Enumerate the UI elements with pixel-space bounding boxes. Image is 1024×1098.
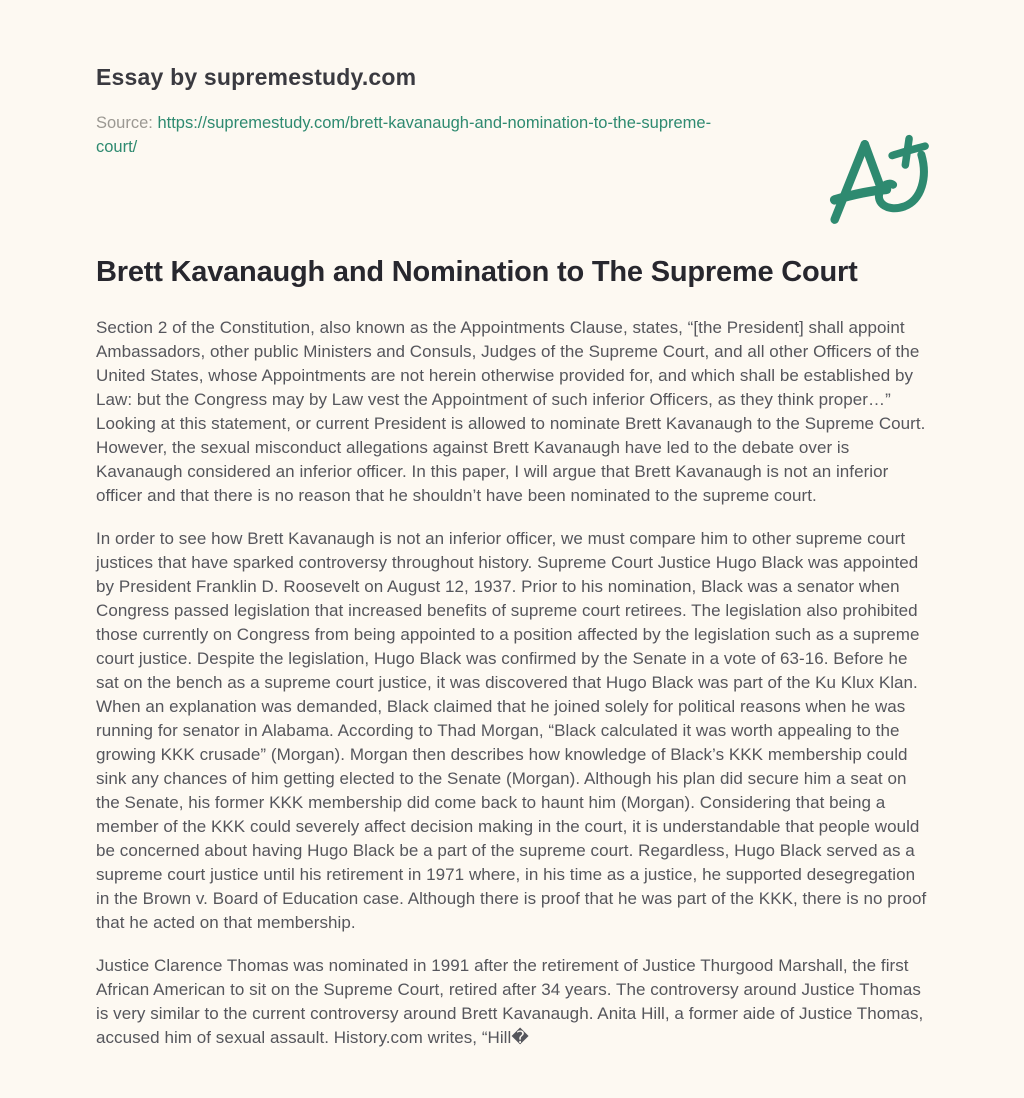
source-url-link[interactable]: https://supremestudy.com/brett-kavanaugh-and-nomination-to-the-supreme-court/: [96, 114, 712, 156]
essay-body: [96, 316, 928, 1050]
essay-byline: Essay by supremestudy.com: [96, 64, 417, 90]
source-label: Source:: [96, 114, 158, 132]
a-plus-logo-icon: [826, 132, 930, 230]
essay-paragraph-2: In order to see how Brett Kavanaugh is not an inferior officer, we must compare him to other supreme court justices that have sparked controversy throughout history. Supreme Court Justice Hugo Black was appointed by President Franklin D. Roosevelt on August 12, 1937. Prior to his nomination, Black was a senator when Congress passed legislation that increased benefits of supreme court retirees. The legislation also prohibited those currently on Congress from being appointed to a position affected by the legislation such as a supreme court justice. Despite the legislation, Hugo Black was confirmed by the Senate in a vote of 63-16. Before he sat on the bench as a supreme court justice, it was discovered that Hugo Black was part of the Ku Klux Klan. When an explanation was demanded, Black claimed that he joined solely for political reasons when he was running for senator in Alabama. According to Thad Morgan, “Black calculated it was worth appealing to the growing KKK crusade” (Morgan). Morgan then describes how knowledge of Black’s KKK membership could sink any chances of him getting elected to the Senate (Morgan). Although his plan did secure him a seat on the Senate, his former KKK membership did come back to haunt him (Morgan). Considering that being a member of the KKK could severely affect decision making in the court, it is understandable that people would be concerned about having Hugo Black be a part of the supreme court. Regardless, Hugo Black served as a supreme court justice until his retirement in 1971 where, in his time as a justice, he supported desegregation in the Brown v. Board of Education case. Although there is proof that he was part of the KKK, there is no proof that he acted on that membership.: [96, 528, 927, 932]
essay-title: Brett Kavanaugh and Nomination to The Supreme Court: [96, 255, 858, 288]
essay-paragraph-3: Justice Clarence Thomas was nominated in 1991 after the retirement of Justice Thurgood Marshall, the first African American to sit on the Supreme Court, retired after 34 years. The controversy around Justice Thomas is very similar to the current controversy around Brett Kavanaugh. Anita Hill, a former aide of Justice Thomas, accused him of sexual assault. History.com writes, “Hill�: [96, 955, 924, 1047]
source-line: [96, 112, 751, 160]
essay-paragraph-1: Section 2 of the Constitution, also known as the Appointments Clause, states, “[the President] shall appoint Ambassadors, other public Ministers and Consuls, Judges of the Supreme Court, and all other Officers of the United States, whose Appointments are not herein otherwise provided for, and which shall be established by Law: but the Congress may by Law vest the Appointment of such inferior Officers, as they think proper…” Looking at this statement, or current President is allowed to nominate Brett Kavanaugh to the Supreme Court. However, the sexual misconduct allegations against Brett Kavanaugh have led to the debate over is Kavanaugh considered an inferior officer. In this paper, I will argue that Brett Kavanaugh is not an inferior officer and that there is no reason that he shouldn’t have been nominated to the supreme court.: [96, 317, 926, 505]
